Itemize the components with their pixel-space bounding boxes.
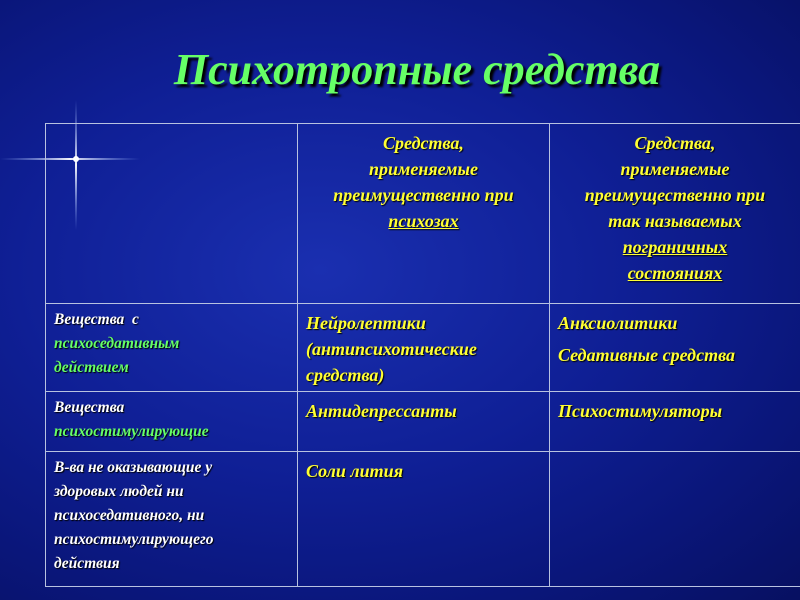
header-line: преимущественно при <box>333 185 514 205</box>
header-emphasis: состояниях <box>627 263 723 283</box>
cell-text: средства) <box>306 365 385 385</box>
cell-text: Психостимуляторы <box>558 401 723 421</box>
slide-title: Психотропные средства <box>173 45 661 94</box>
table-row <box>46 392 800 452</box>
cell-neuroleptics <box>298 304 550 392</box>
row-head-text: Вещества <box>54 399 125 416</box>
row-head-text: психостимулирующего <box>54 531 214 548</box>
cell-psychostimulators <box>550 392 800 452</box>
row-head-psychostimulant <box>46 392 298 452</box>
cell-text: Антидепрессанты <box>306 401 457 421</box>
row-head-text: В-ва не оказывающие у <box>54 459 213 476</box>
row-head-text: психоседативного, ни <box>54 507 205 524</box>
header-line: применяемые <box>369 159 478 179</box>
header-line: так называемых <box>608 211 742 231</box>
header-line: преимущественно при <box>584 185 766 205</box>
cell-antidepressants <box>298 392 550 452</box>
cell-text: Нейролептики <box>306 313 426 333</box>
table-row <box>46 304 800 392</box>
row-head-accent: психоседативным <box>54 335 180 352</box>
row-head-text: действия <box>54 555 120 572</box>
row-head-text: здоровых людей ни <box>54 483 184 500</box>
cell-lithium-salts <box>298 452 550 587</box>
cell-text: Соли лития <box>306 461 403 481</box>
column-header-psychoses <box>298 124 550 304</box>
row-head-accent: действием <box>54 359 129 376</box>
header-line: Средства, <box>383 133 464 153</box>
row-head-neutral <box>46 452 298 587</box>
row-head-accent: психостимулирующие <box>54 423 209 440</box>
table-header-row <box>46 124 800 304</box>
row-head-text: Вещества с <box>54 311 139 328</box>
cell-text: (антипсихотические <box>306 339 477 359</box>
cell-text: Анксиолитики <box>558 313 678 333</box>
header-line: Средства, <box>634 133 716 153</box>
cell-empty <box>550 452 800 587</box>
row-head-psychosedative <box>46 304 298 392</box>
empty-corner-cell <box>46 124 298 304</box>
header-line: применяемые <box>620 159 730 179</box>
column-header-borderline <box>550 124 800 304</box>
classification-table <box>45 123 800 587</box>
cell-text: Седативные средства <box>558 345 735 365</box>
header-emphasis: психозах <box>388 211 459 231</box>
cell-anxiolytics <box>550 304 800 392</box>
table-row <box>46 452 800 587</box>
header-emphasis: пограничных <box>622 237 728 257</box>
